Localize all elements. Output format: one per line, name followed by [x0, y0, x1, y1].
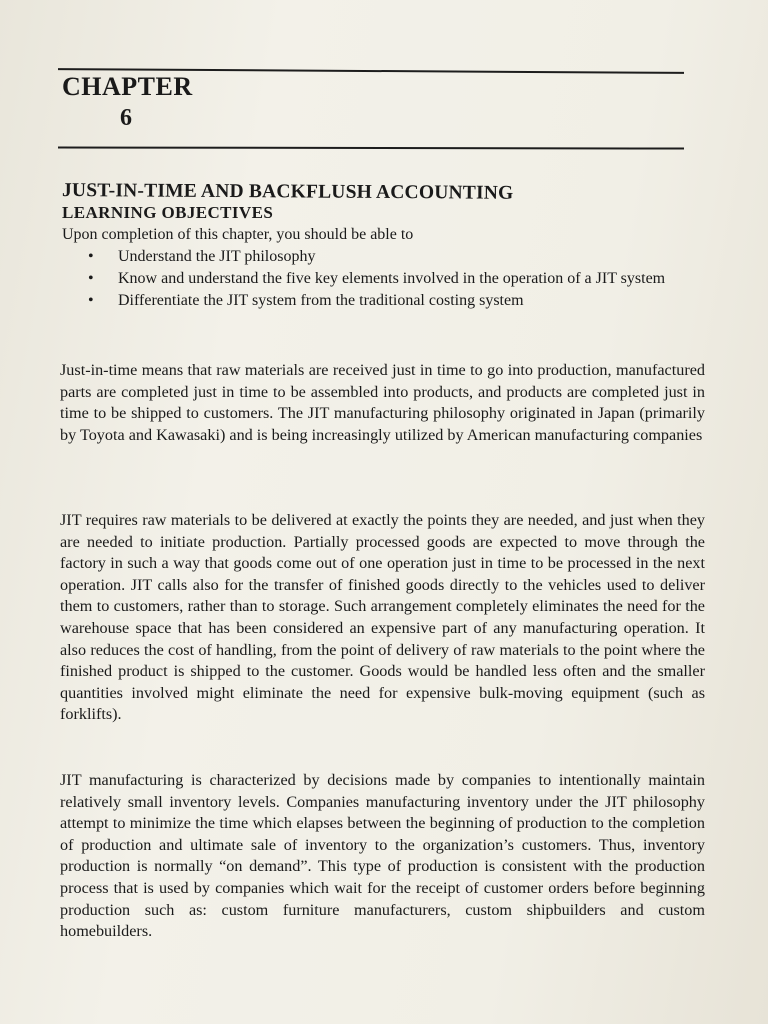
objective-item	[86, 246, 696, 267]
chapter-title: JUST-IN-TIME AND BACKFLUSH ACCOUNTING	[61, 180, 514, 204]
bottom-rule	[58, 146, 684, 149]
chapter-label: CHAPTER	[62, 72, 193, 101]
learning-objectives-intro: Upon completion of this chapter, you should be able to	[62, 226, 414, 243]
objective-item	[86, 268, 696, 289]
bullet-icon: •	[88, 270, 94, 287]
body-paragraph-3: JIT manufacturing is characterized by decisions made by companies to intentionally maintain relatively small inventory levels. Companies manufacturing inventory under the JIT philosophy attempt to minimize the time which elapses between the beginning of production to the completion of production and ultimate sale of inventory to the organization’s customers. Thus, inventory production is normally “on demand”. This type of production is consistent with the production process that is used by companies which wait for the receipt of customer orders before beginning production such as: custom furniture manufacturers, custom shipbuilders and custom homebuilders.	[60, 771, 705, 941]
learning-objectives-list	[86, 246, 696, 312]
objective-item	[86, 290, 696, 311]
body-paragraph-2: JIT requires raw materials to be delivered at exactly the points they are needed, and just when they are needed to initiate production. Partially processed goods are expected to move through the factory in such a way that goods come out of one operation just in time to be processed in the next operation. JIT calls also for the transfer of finished goods directly to the vehicles used to deliver them to customers, rather than to storage. Such arrangement completely eliminates the need for the warehouse space that has been considered an expensive part of any manufacturing operation. It also reduces the cost of handling, from the point of delivery of raw materials to the point where the finished product is shipped to the customer. Goods would be handled less often and the smaller quantities involved might eliminate the need for expensive bulk-moving equipment (such as forklifts).	[60, 511, 705, 724]
objective-text: Know and understand the five key elements involved in the operation of a JIT system	[118, 270, 666, 287]
objective-text: Differentiate the JIT system from the traditional costing system	[118, 292, 524, 309]
chapter-number: 6	[120, 105, 132, 131]
bullet-icon: •	[88, 292, 94, 309]
body-paragraph-1: Just-in-time means that raw materials are received just in time to go into production, manufactured parts are completed just in time to be assembled into products, and products are completed just in time to be shipped to customers. The JIT manufacturing philosophy originated in Japan (primarily by Toyota and Kawasaki) and is being increasingly utilized by American manufacturing companies	[60, 361, 705, 444]
learning-objectives-heading: LEARNING OBJECTIVES	[62, 203, 274, 222]
objective-text: Understand the JIT philosophy	[118, 248, 316, 265]
bullet-icon: •	[88, 248, 94, 265]
